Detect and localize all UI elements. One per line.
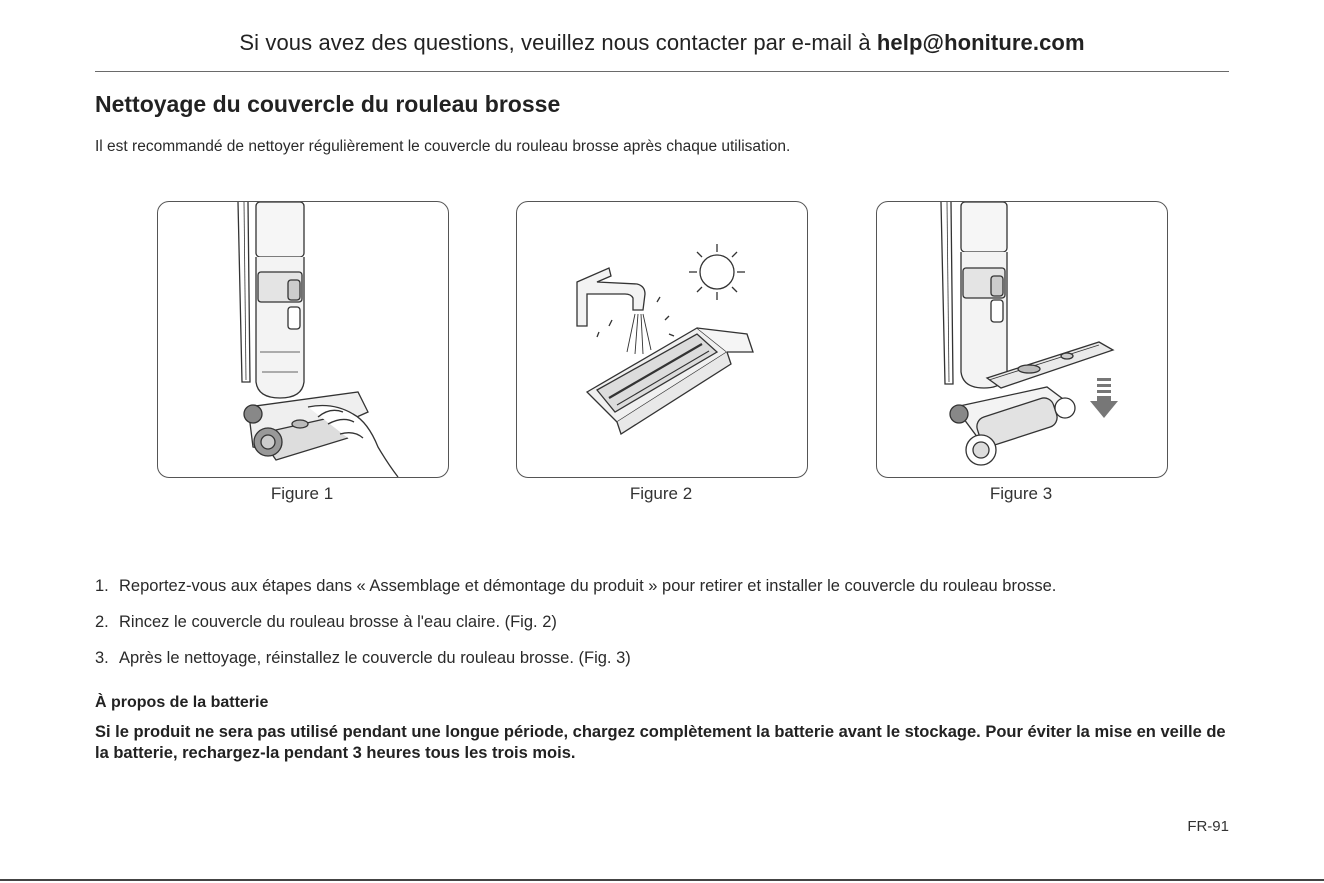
figure-2-caption: Figure 2: [629, 484, 693, 503]
step-number: 2.: [95, 613, 109, 631]
step-text: Rincez le couvercle du rouleau brosse à l'eau claire. (Fig. 2): [119, 613, 557, 631]
contact-header-text: Si vous avez des questions, veuillez nous contacter par e-mail à: [239, 30, 877, 55]
contact-email[interactable]: help@honiture.com: [876, 30, 1085, 55]
step-text: Reportez-vous aux étapes dans « Assemblage et démontage du produit » pour retirer et installer le couvercle du rouleau brosse.: [119, 577, 1057, 595]
figure-3-illustration: [876, 201, 1168, 478]
step-item: [95, 576, 1056, 612]
bottom-divider: [0, 879, 1324, 881]
steps-list: [95, 576, 1056, 684]
figure-1-illustration: [157, 201, 449, 478]
header-divider: [95, 71, 1229, 72]
section-title: Nettoyage du couvercle du rouleau brosse: [95, 91, 561, 117]
section-intro: Il est recommandé de nettoyer régulièrement le couvercle du rouleau brosse après chaque utilisation.: [95, 138, 791, 155]
contact-header: [95, 30, 1229, 56]
figure-1-caption: Figure 1: [270, 484, 334, 503]
step-number: 3.: [95, 649, 109, 667]
figure-2-illustration: [516, 201, 808, 478]
step-text: Après le nettoyage, réinstallez le couvercle du rouleau brosse. (Fig. 3): [119, 649, 631, 667]
step-number: 1.: [95, 577, 109, 595]
step-item: [95, 648, 1056, 684]
step-item: [95, 612, 1056, 648]
page-number: FR-91: [1187, 818, 1229, 835]
battery-heading: À propos de la batterie: [95, 694, 269, 711]
battery-paragraph: Si le produit ne sera pas utilisé pendant une longue période, chargez complètement la batterie avant le stockage. Pour éviter la mise en veille de la batterie, rechargez-la pendant 3 heures tous les trois mois.: [95, 723, 1226, 762]
figure-3-caption: Figure 3: [989, 484, 1053, 503]
